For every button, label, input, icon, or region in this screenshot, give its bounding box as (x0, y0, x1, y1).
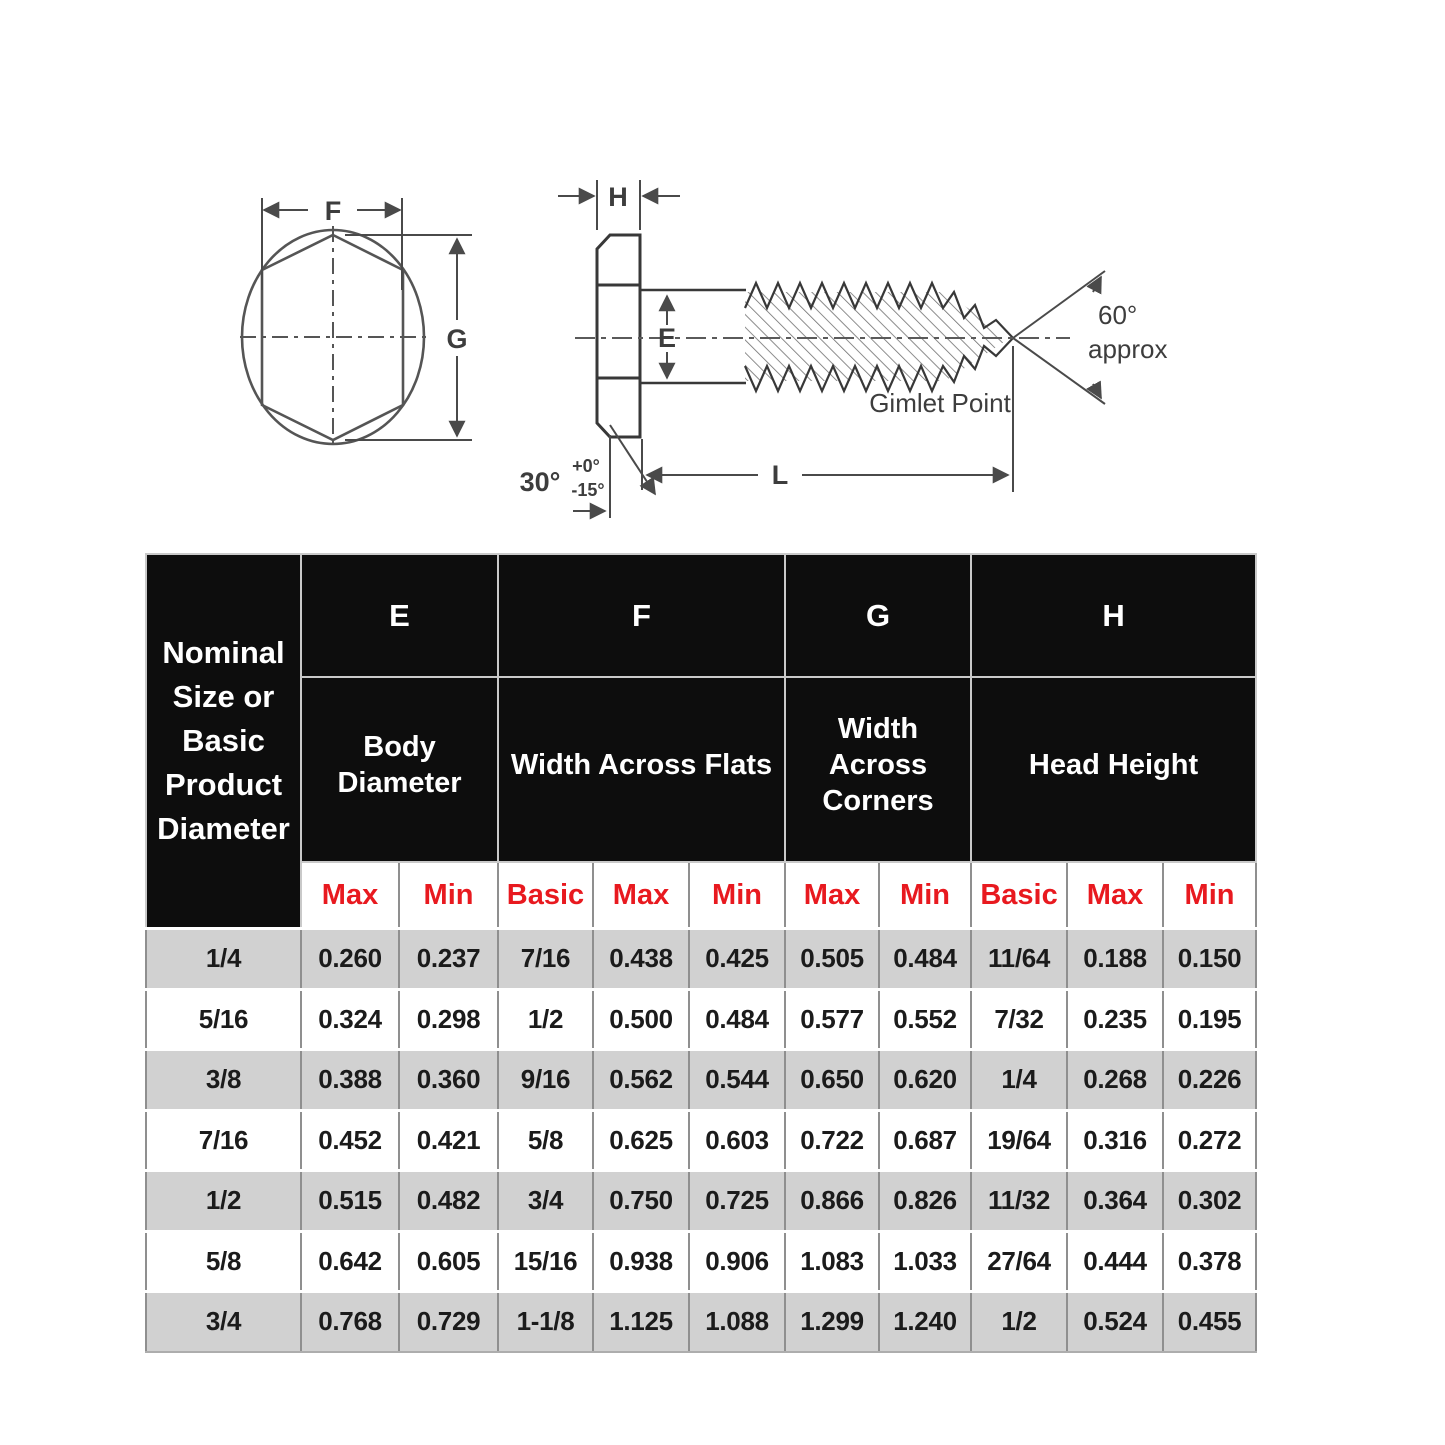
table-cell: 0.195 (1163, 989, 1256, 1050)
table-row (146, 1292, 1256, 1352)
table-cell: 15/16 (498, 1231, 593, 1292)
table-cell: 0.302 (1163, 1171, 1256, 1232)
label-F: F (324, 196, 342, 226)
table-cell: 7/16 (498, 929, 593, 990)
lag-screw-diagram (150, 140, 1300, 560)
table-cell: 1.125 (593, 1292, 689, 1352)
table-cell: 0.505 (785, 929, 879, 990)
table-cell: 5/8 (146, 1231, 301, 1292)
table-cell: 0.625 (593, 1110, 689, 1171)
table-cell: 1/4 (971, 1050, 1067, 1111)
table-cell: 0.235 (1067, 989, 1163, 1050)
table-cell: 0.150 (1163, 929, 1256, 990)
table-cell: 0.438 (593, 929, 689, 990)
table-cell: 0.388 (301, 1050, 399, 1111)
group-name-width-across-flats: Width Across Flats (498, 677, 785, 862)
table-cell: 0.620 (879, 1050, 971, 1111)
sub-header: Min (879, 862, 971, 929)
table-row (146, 1171, 1256, 1232)
table-cell: 0.650 (785, 1050, 879, 1111)
table-cell: 0.603 (689, 1110, 785, 1171)
table-cell: 0.577 (785, 989, 879, 1050)
label-30deg: 30° (519, 467, 561, 497)
label-G: G (446, 324, 468, 354)
table-cell: 1/2 (146, 1171, 301, 1232)
table-cell: 0.938 (593, 1231, 689, 1292)
label-approx: approx (1088, 334, 1168, 364)
table-cell: 1.088 (689, 1292, 785, 1352)
table-cell: 0.482 (399, 1171, 498, 1232)
table-cell: 0.188 (1067, 929, 1163, 990)
table-row (146, 1231, 1256, 1292)
table-cell: 0.725 (689, 1171, 785, 1232)
table-cell: 5/16 (146, 989, 301, 1050)
table-cell: 0.544 (689, 1050, 785, 1111)
table-cell: 9/16 (498, 1050, 593, 1111)
table-cell: 11/64 (971, 929, 1067, 990)
table-cell: 0.484 (879, 929, 971, 990)
lag-screw-dimension-table (145, 553, 1257, 1353)
table-cell: 0.826 (879, 1171, 971, 1232)
table-cell: 1/4 (146, 929, 301, 990)
group-letter-F: F (498, 554, 785, 677)
table-row (146, 929, 1256, 990)
table-cell: 3/4 (498, 1171, 593, 1232)
table-cell: 0.906 (689, 1231, 785, 1292)
table-cell: 0.722 (785, 1110, 879, 1171)
table-cell: 0.324 (301, 989, 399, 1050)
table-row (146, 989, 1256, 1050)
group-letter-G: G (785, 554, 971, 677)
table-cell: 0.378 (1163, 1231, 1256, 1292)
table-cell: 27/64 (971, 1231, 1067, 1292)
label-H: H (608, 182, 628, 212)
sub-header: Min (689, 862, 785, 929)
table-cell: 0.298 (399, 989, 498, 1050)
table-cell: 0.452 (301, 1110, 399, 1171)
table-cell: 0.268 (1067, 1050, 1163, 1111)
group-letter-H: H (971, 554, 1256, 677)
sub-header: Max (301, 862, 399, 929)
table-cell: 0.421 (399, 1110, 498, 1171)
group-name-body-diameter: Body Diameter (301, 677, 498, 862)
corner-header: Nominal Size or Basic Product Diameter (146, 554, 301, 929)
table-cell: 1-1/8 (498, 1292, 593, 1352)
sub-header: Min (399, 862, 498, 929)
table-cell: 0.226 (1163, 1050, 1256, 1111)
table-cell: 0.425 (689, 929, 785, 990)
table-cell: 0.444 (1067, 1231, 1163, 1292)
table-cell: 0.260 (301, 929, 399, 990)
label-plus0: +0° (572, 456, 600, 476)
table-cell: 0.316 (1067, 1110, 1163, 1171)
table-cell: 0.237 (399, 929, 498, 990)
group-name-head-height: Head Height (971, 677, 1256, 862)
head-profile (597, 235, 640, 437)
table-row (146, 1110, 1256, 1171)
table-cell: 0.729 (399, 1292, 498, 1352)
table-cell: 0.642 (301, 1231, 399, 1292)
sub-header: Basic (971, 862, 1067, 929)
group-letter-E: E (301, 554, 498, 677)
table-cell: 19/64 (971, 1110, 1067, 1171)
table-cell: 0.364 (1067, 1171, 1163, 1232)
sub-header: Max (593, 862, 689, 929)
table-cell: 0.360 (399, 1050, 498, 1111)
table-cell: 11/32 (971, 1171, 1067, 1232)
label-minus15: -15° (571, 480, 605, 500)
table-cell: 1.299 (785, 1292, 879, 1352)
table-cell: 0.455 (1163, 1292, 1256, 1352)
table-cell: 0.687 (879, 1110, 971, 1171)
table-cell: 0.272 (1163, 1110, 1256, 1171)
table-cell: 1/2 (971, 1292, 1067, 1352)
label-E: E (657, 323, 677, 353)
sub-header: Max (785, 862, 879, 929)
table-cell: 5/8 (498, 1110, 593, 1171)
label-60deg: 60° (1098, 300, 1138, 330)
table-cell: 1.033 (879, 1231, 971, 1292)
table-cell: 0.768 (301, 1292, 399, 1352)
table-cell: 3/4 (146, 1292, 301, 1352)
hex-head-front-view (240, 226, 426, 448)
label-gimlet-point: Gimlet Point (869, 388, 1011, 418)
table-row (146, 1050, 1256, 1111)
table-cell: 0.562 (593, 1050, 689, 1111)
table-cell: 0.552 (879, 989, 971, 1050)
table-cell: 1.083 (785, 1231, 879, 1292)
table-cell: 0.524 (1067, 1292, 1163, 1352)
table-cell: 0.605 (399, 1231, 498, 1292)
table-cell: 1/2 (498, 989, 593, 1050)
table-cell: 7/32 (971, 989, 1067, 1050)
group-name-width-across-corners: Width Across Corners (785, 677, 971, 862)
table-cell: 0.750 (593, 1171, 689, 1232)
table-cell: 0.515 (301, 1171, 399, 1232)
label-L: L (771, 460, 789, 490)
table-cell: 0.484 (689, 989, 785, 1050)
table-cell: 3/8 (146, 1050, 301, 1111)
sub-header: Max (1067, 862, 1163, 929)
sub-header: Basic (498, 862, 593, 929)
table-cell: 0.500 (593, 989, 689, 1050)
table-cell: 0.866 (785, 1171, 879, 1232)
sub-header: Min (1163, 862, 1256, 929)
table-cell: 1.240 (879, 1292, 971, 1352)
table-cell: 7/16 (146, 1110, 301, 1171)
